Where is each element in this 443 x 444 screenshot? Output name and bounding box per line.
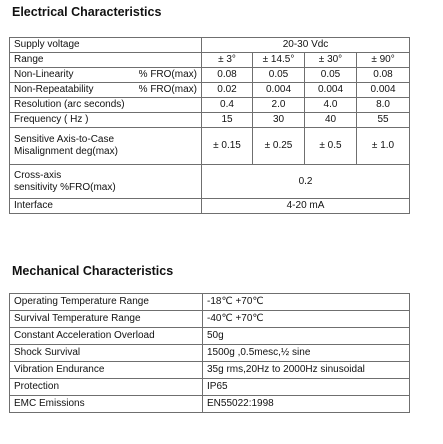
mech-value: 50g (203, 328, 410, 345)
non-linearity-value: 0.08 (357, 68, 410, 83)
range-label: Range (10, 53, 202, 68)
non-linearity-value: 0.05 (253, 68, 305, 83)
mech-label: Operating Temperature Range (10, 294, 203, 311)
cross-axis-label (10, 165, 202, 199)
range-value: ± 14.5° (253, 53, 305, 68)
frequency-value: 30 (253, 113, 305, 128)
frequency-value: 40 (305, 113, 357, 128)
table-row (10, 98, 410, 113)
non-repeatability-name: Non-Repeatability (14, 84, 94, 95)
interface-value: 4-20 mA (202, 199, 410, 214)
mech-label: Protection (10, 379, 203, 396)
mechanical-heading: Mechanical Characteristics (12, 264, 174, 278)
sensitive-axis-value: ± 0.15 (202, 128, 253, 165)
table-row (10, 68, 410, 83)
interface-label: Interface (10, 199, 202, 214)
mech-value: 35g rms,20Hz to 2000Hz sinusoidal (203, 362, 410, 379)
electrical-table (9, 37, 410, 214)
non-linearity-unit: % FRO(max) (138, 69, 197, 80)
non-repeatability-value: 0.02 (202, 83, 253, 98)
non-repeatability-value: 0.004 (357, 83, 410, 98)
mech-value: EN55022:1998 (203, 396, 410, 413)
table-row (10, 345, 410, 362)
supply-voltage-label: Supply voltage (10, 38, 202, 53)
sensitive-axis-label (10, 128, 202, 165)
non-linearity-value: 0.08 (202, 68, 253, 83)
table-row (10, 294, 410, 311)
table-row (10, 128, 410, 165)
non-linearity-value: 0.05 (305, 68, 357, 83)
table-row (10, 362, 410, 379)
non-repeatability-label (10, 83, 202, 98)
non-repeatability-unit: % FRO(max) (138, 84, 197, 95)
mech-value: -40℃ +70℃ (203, 311, 410, 328)
non-repeatability-value: 0.004 (305, 83, 357, 98)
sensitive-axis-value: ± 0.5 (305, 128, 357, 165)
electrical-heading: Electrical Characteristics (12, 5, 162, 19)
resolution-value: 8.0 (357, 98, 410, 113)
frequency-value: 55 (357, 113, 410, 128)
sensitive-axis-value: ± 1.0 (357, 128, 410, 165)
resolution-value: 4.0 (305, 98, 357, 113)
mech-label: EMC Emissions (10, 396, 203, 413)
mech-value: IP65 (203, 379, 410, 396)
cross-axis-line1: Cross-axis (14, 169, 62, 181)
mech-label: Shock Survival (10, 345, 203, 362)
supply-voltage-value: 20-30 Vdc (202, 38, 410, 53)
table-row (10, 379, 410, 396)
sensitive-axis-line1: Sensitive Axis-to-Case (14, 134, 115, 145)
mech-value: 1500g ,0.5mesc,½ sine (203, 345, 410, 362)
table-row (10, 311, 410, 328)
table-row (10, 38, 410, 53)
range-value: ± 3° (202, 53, 253, 68)
table-row (10, 83, 410, 98)
non-repeatability-value: 0.004 (253, 83, 305, 98)
resolution-value: 2.0 (253, 98, 305, 113)
non-linearity-name: Non-Linearity (14, 69, 74, 80)
cross-axis-value: 0.2 (202, 165, 410, 199)
table-row (10, 396, 410, 413)
mechanical-table (9, 293, 410, 413)
resolution-label: Resolution (arc seconds) (10, 98, 202, 113)
table-row (10, 328, 410, 345)
frequency-value: 15 (202, 113, 253, 128)
range-value: ± 90° (357, 53, 410, 68)
frequency-label: Frequency ( Hz ) (10, 113, 202, 128)
sensitive-axis-value: ± 0.25 (253, 128, 305, 165)
mech-label: Constant Acceleration Overload (10, 328, 203, 345)
table-row (10, 199, 410, 214)
resolution-value: 0.4 (202, 98, 253, 113)
mech-label: Vibration Endurance (10, 362, 203, 379)
mech-label: Survival Temperature Range (10, 311, 203, 328)
sensitive-axis-line2: Misalignment deg(max) (14, 146, 118, 157)
table-row (10, 53, 410, 68)
mech-value: -18℃ +70℃ (203, 294, 410, 311)
table-row (10, 113, 410, 128)
range-value: ± 30° (305, 53, 357, 68)
non-linearity-label (10, 68, 202, 83)
cross-axis-line2: sensitivity %FRO(max) (14, 181, 116, 193)
table-row (10, 165, 410, 199)
